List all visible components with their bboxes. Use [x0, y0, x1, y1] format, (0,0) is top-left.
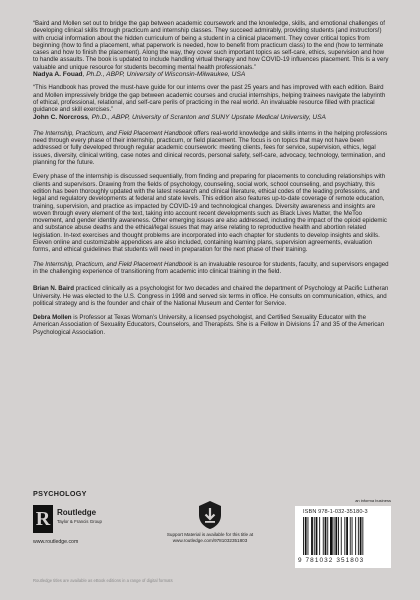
- barcode-digits: 9 781032 351803: [298, 557, 365, 564]
- barcode-bar: [305, 517, 307, 555]
- book-title-italic: The Internship, Practicum, and Field Placement Handbook: [33, 129, 193, 137]
- subject-category: PSYCHOLOGY: [33, 489, 87, 498]
- description-paragraph-1: [33, 130, 389, 166]
- barcode-bar: [352, 517, 353, 555]
- barcode-bar: [334, 517, 335, 555]
- author-bio-mollen: [33, 314, 389, 336]
- barcode-bar: [335, 517, 337, 555]
- endorsement-attribution: [33, 71, 389, 78]
- support-line-1: Support Material is available for this title at: [166, 532, 254, 537]
- endorser-name: Nadya A. Fouad: [33, 71, 83, 79]
- informa-tagline: an informa business: [355, 498, 391, 503]
- description-paragraph-3: [33, 261, 389, 276]
- publisher-name: Routledge: [57, 508, 97, 517]
- barcode-bar: [350, 517, 351, 555]
- publisher-logo: [33, 505, 123, 547]
- barcode-bar: [330, 517, 333, 555]
- barcode-bar: [308, 517, 309, 555]
- barcode-bar: [360, 517, 362, 555]
- isbn-text: ISBN 978-1-032-35180-3: [303, 509, 368, 515]
- barcode-bar: [362, 517, 363, 555]
- isbn-area: [285, 498, 395, 568]
- barcode-bar: [314, 517, 315, 555]
- barcode-bar: [323, 517, 324, 555]
- back-cover-text: [33, 20, 389, 343]
- author-name: Brian N. Baird: [33, 285, 74, 293]
- endorsement-quote: “This Handbook has proved the must-have guide for our interns over the past 25 years and has improved with each edition. Baird and Mollen impressively bridge the gap between academic courses and crucial internships, helping trainees navigate the labyrinth of ethical, professional, relational, and self-care perils of practicing in the real world. An invaluable resource filled with practical guidance and skill exercises.”: [33, 84, 386, 114]
- endorsement-attribution: [33, 114, 389, 121]
- barcode-bar: [325, 517, 327, 555]
- barcode-bar: [338, 517, 339, 555]
- barcode-bar: [346, 517, 348, 555]
- barcode-icon: [303, 517, 385, 555]
- support-material: [155, 500, 265, 560]
- barcode-bar: [316, 517, 318, 555]
- ebook-footnote: Routledge titles are available as eBook editions in a range of digital formats: [33, 578, 173, 583]
- endorsement-fouad: [33, 20, 389, 78]
- author-bio-baird: [33, 285, 389, 307]
- support-material-icon: [197, 500, 223, 530]
- description-paragraph-2: Every phase of the internship is discussed sequentially, from finding and preparing for placements to concluding relationships with clients and supervisors. Drawing from the fields of psychology, counseling, social work, school counseling, and psychiatry, this edition has been thoroughly updated with the latest research and clinical literature, ethical codes of the leading professions, and legal and regulatory developments at federal and state levels. This edition also features up-to-date coverage of remote education, training, supervision, and practice as impacted by COVID-19 and technological changes. Diversity awareness and insights are woven through every element of the text, taking into account recent developments such as Black Lives Matter, the MeToo movement, and gender identity awareness. Other emerging issues are also addressed, including the impact of the opioid epidemic and substance abuse deaths and the ethical/legal issues that may arise relating to reproductive health and abortion related legislation. In-text exercises and thought problems are incorporated into each chapter for students to develop insights and skills. Eleven online and customizable appendices are also included, containing learning plans, supervision agreements, evaluation forms, and ethical guidelines that students will need in preparation for the next phase of their training.: [33, 173, 387, 254]
- support-line-2: www.routledge.com/9781032351803: [172, 537, 248, 543]
- publisher-url: www.routledge.com: [33, 539, 79, 545]
- barcode-bar: [355, 517, 356, 555]
- barcode-bar: [303, 517, 304, 555]
- description-text: offers real-world knowledge and skills interns in the helping professions need through every phase of their internship, practicum, or field placement. The focus is on topics that may not have been addressed or fully developed through regular academic coursework: meeting clients, fees for service, supervision, ethics, legal issues, diversity, clinical writing, case notes and clinical records, personal safety, self-care, advocacy, technology, termination, and planning for the future.: [33, 129, 388, 167]
- barcode-bar: [341, 517, 342, 555]
- barcode-panel: [295, 506, 391, 568]
- author-bio-text: practiced clinically as a psychologist for two decades and chaired the department of Psychology at Pacific Lutheran University. He was elected to the U.S. Congress in 1998 and served six terms in office. He consults on communication, ethics, and political strategy and is the founder and chair of the National Museum and Center for Service.: [33, 285, 389, 307]
- publisher-group: Taylor & Francis Group: [57, 519, 102, 524]
- endorsement-quote: “Baird and Mollen set out to bridge the gap between academic coursework and the knowledge, skills, and emotional challenges of developing clinical skills through practicum and internship classes. They succeed admirably, providing students (and instructors!) with crucial information about the hidden curriculum of being a student in a clinical placement. They cover critical topics from beginning (how to find a placement, what paperwork is needed, how to benefit from practicum class) to the end (how to terminate cases and how to finish the placement). Along the way, they cover such important topics as self-care, ethics, supervision and how to handle assaults. The book is updated to include handling virtual therapy and how COVID-19 influences placement. This is a very valuable and unique resource for students becoming mental health professionals.”: [33, 20, 389, 71]
- routledge-r-icon: R: [33, 505, 53, 533]
- endorser-name: John C. Norcross: [33, 113, 88, 121]
- barcode-bar: [344, 517, 345, 555]
- endorser-credentials: , Ph.D., ABPP, University of Wisconsin-Milwaukee, USA: [82, 71, 246, 79]
- author-name: Debra Mollen: [33, 314, 72, 322]
- author-bio-text: is Professor at Texas Woman’s University, a licensed psychologist, and Certified Sexuality Educator with the American Association of Sexuality Educators, Counselors, and Therapists. She is a Fellow in Divisions 17 and 35 of the American Psychological Association.: [33, 314, 385, 336]
- book-title-italic: The Internship, Practicum, and Field Placement Handbook: [33, 260, 193, 268]
- barcode-bar: [311, 517, 313, 555]
- endorser-credentials: , Ph.D., ABPP, University of Scranton and SUNY Upstate Medical University, USA: [87, 113, 326, 121]
- barcode-bar: [358, 517, 359, 555]
- endorsement-norcross: [33, 84, 389, 120]
- barcode-bar: [319, 517, 320, 555]
- barcode-bar: [327, 517, 328, 555]
- description-text: is an invaluable resource for students, faculty, and supervisors engaged in the challenging experience of transitioning from academic into clinical training in the field.: [33, 260, 389, 275]
